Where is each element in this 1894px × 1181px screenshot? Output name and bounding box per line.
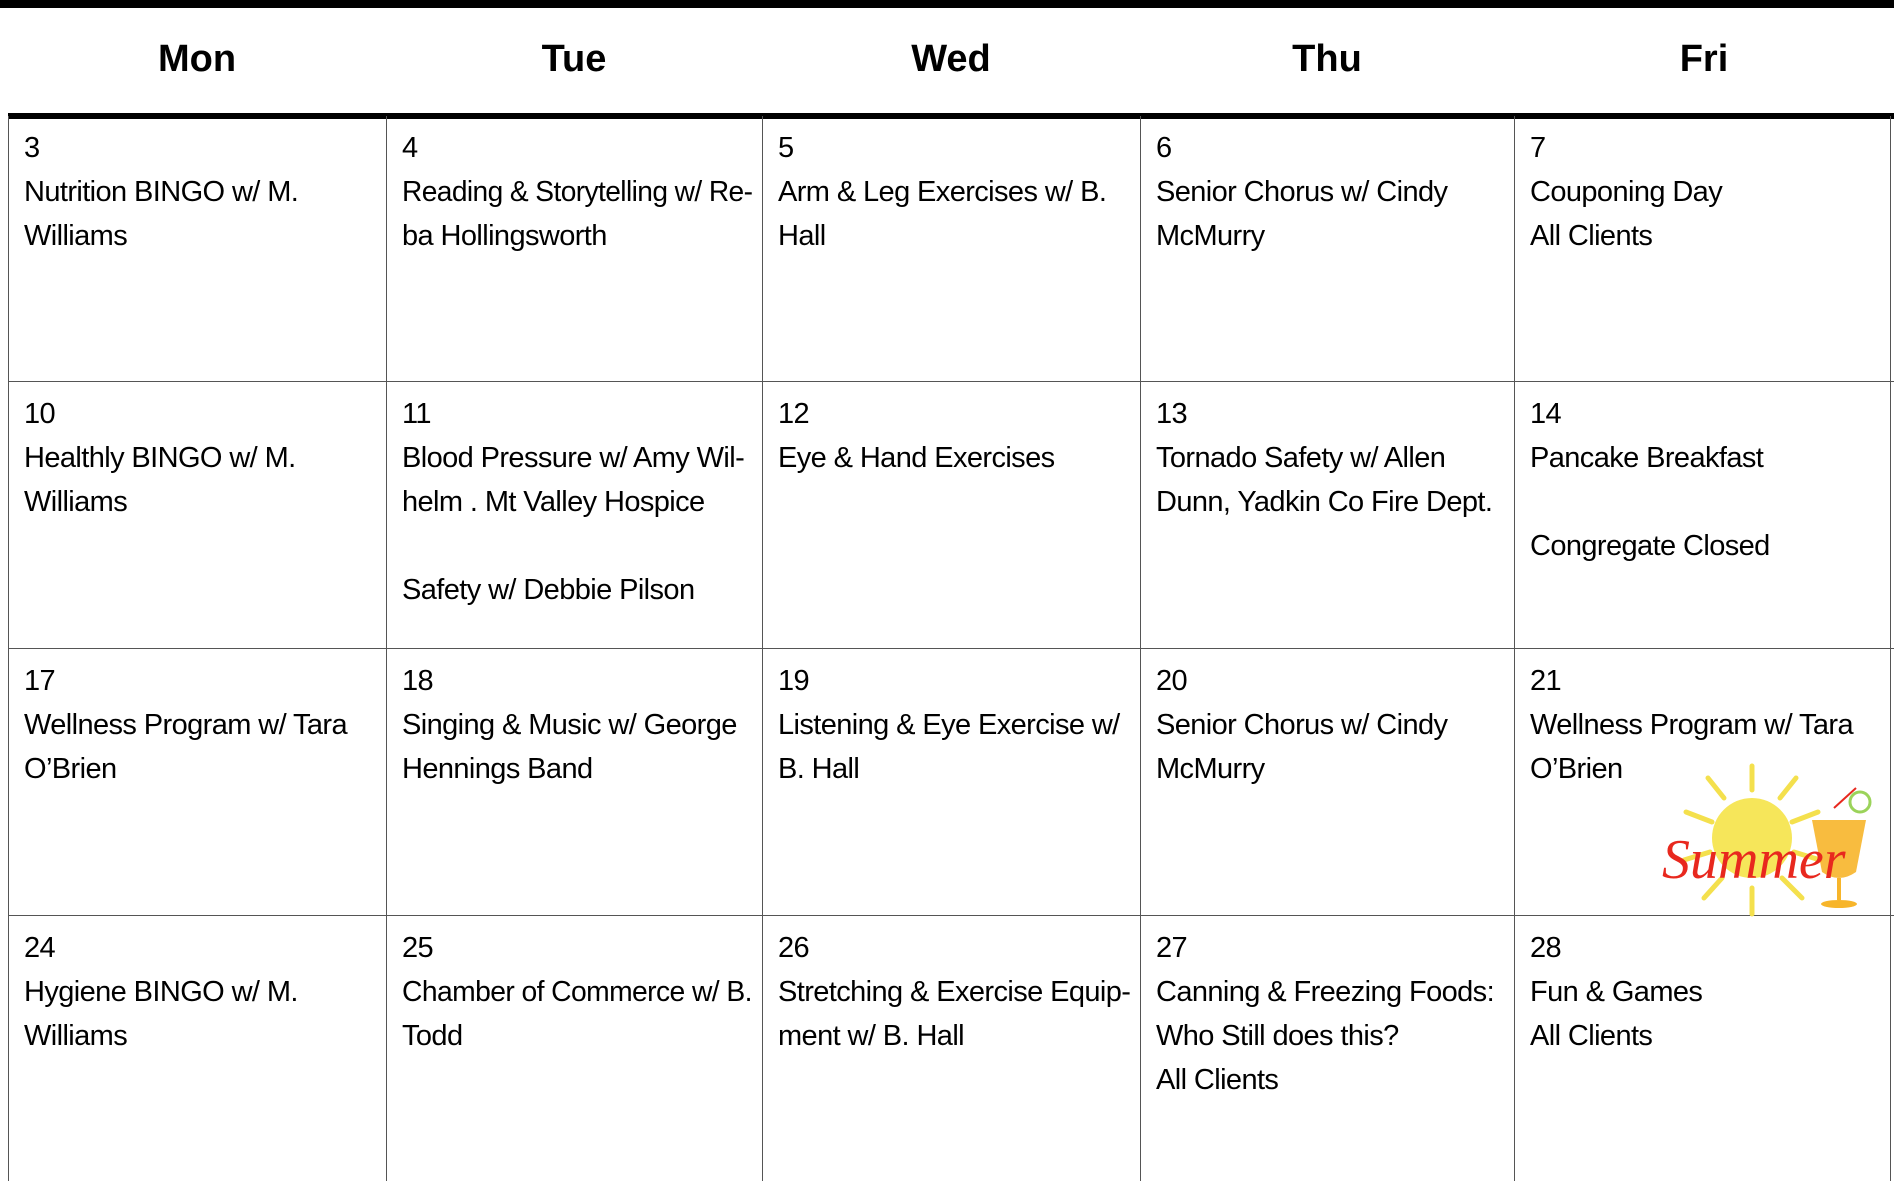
- day-cell: [762, 116, 1140, 381]
- event-text: Wellness Program w/ Tara: [24, 709, 347, 741]
- day-number: 27: [1156, 932, 1188, 964]
- event-text: Reading & Storytelling w/ Re-: [402, 176, 753, 208]
- event-text: Blood Pressure w/ Amy Wil-: [402, 442, 745, 474]
- day-cell: [1514, 382, 1890, 648]
- event-text: ba Hollingsworth: [402, 220, 607, 252]
- day-number: 3: [24, 132, 40, 164]
- event-text: Hall: [778, 220, 826, 252]
- header-fri: Fri: [1679, 37, 1729, 80]
- event-text: ment w/ B. Hall: [778, 1020, 964, 1052]
- day-cell: [1514, 116, 1890, 381]
- day-number: 24: [24, 932, 56, 964]
- event-text: Arm & Leg Exercises w/ B.: [778, 176, 1107, 208]
- event-text: Todd: [402, 1020, 463, 1052]
- event-text: helm . Mt Valley Hospice: [402, 486, 705, 518]
- day-number: 14: [1530, 398, 1562, 430]
- day-cell: [8, 382, 386, 648]
- event-text: Williams: [24, 1020, 128, 1052]
- event-text: O’Brien: [1530, 753, 1623, 785]
- event-text: Pancake Breakfast: [1530, 442, 1764, 474]
- event-text: B. Hall: [778, 753, 860, 785]
- day-number: 6: [1156, 132, 1172, 164]
- day-number: 13: [1156, 398, 1188, 430]
- day-number: 20: [1156, 665, 1188, 697]
- event-text: All Clients: [1156, 1064, 1279, 1096]
- day-cell: [762, 382, 1140, 648]
- day-cell: [386, 382, 762, 648]
- day-cell: [1514, 916, 1890, 1181]
- day-cell: [8, 916, 386, 1181]
- day-number: 5: [778, 132, 794, 164]
- event-text: Singing & Music w/ George: [402, 709, 737, 741]
- event-text: Hygiene BINGO w/ M.: [24, 976, 298, 1008]
- header-wed: Wed: [911, 37, 991, 80]
- day-cell: [1140, 916, 1514, 1181]
- event-text: Hennings Band: [402, 753, 593, 785]
- day-number: 17: [24, 665, 56, 697]
- day-number: 18: [402, 665, 434, 697]
- day-cell: [8, 649, 386, 915]
- day-cell: [386, 916, 762, 1181]
- event-text: Dunn, Yadkin Co Fire Dept.: [1156, 486, 1493, 518]
- event-text: Williams: [24, 486, 128, 518]
- event-text: Wellness Program w/ Tara: [1530, 709, 1853, 741]
- day-cell: [762, 916, 1140, 1181]
- event-text: Couponing Day: [1530, 176, 1723, 208]
- event-text: Fun & Games: [1530, 976, 1703, 1008]
- event-text: McMurry: [1156, 753, 1265, 785]
- day-number: 19: [778, 665, 810, 697]
- event-text: Congregate Closed: [1530, 530, 1770, 562]
- header-tue: Tue: [541, 37, 607, 80]
- day-cell: [1140, 382, 1514, 648]
- summer-word: Summer: [1662, 829, 1846, 891]
- day-cell: [386, 649, 762, 915]
- event-text: Nutrition BINGO w/ M.: [24, 176, 299, 208]
- day-cell: [762, 649, 1140, 915]
- day-number: 28: [1530, 932, 1562, 964]
- event-text: Senior Chorus w/ Cindy: [1156, 709, 1448, 741]
- day-number: 12: [778, 398, 810, 430]
- summer-sun-drink-icon: [1652, 760, 1888, 920]
- day-number: 11: [402, 398, 431, 430]
- header-mon: Mon: [157, 37, 237, 80]
- day-number: 25: [402, 932, 434, 964]
- event-text: Canning & Freezing Foods:: [1156, 976, 1495, 1008]
- day-cell: [8, 116, 386, 381]
- spacer: [1530, 480, 1876, 524]
- day-number: 26: [778, 932, 810, 964]
- event-text: Safety w/ Debbie Pilson: [402, 574, 695, 606]
- day-cell: [1140, 116, 1514, 381]
- day-number: 21: [1530, 665, 1562, 697]
- event-text: Listening & Eye Exercise w/: [778, 709, 1120, 741]
- header-thu: Thu: [1292, 37, 1362, 80]
- event-text: Who Still does this?: [1156, 1020, 1399, 1052]
- event-text: Senior Chorus w/ Cindy: [1156, 176, 1448, 208]
- event-text: All Clients: [1530, 1020, 1653, 1052]
- day-cell: [386, 116, 762, 381]
- spacer: [402, 524, 748, 568]
- event-text: Williams: [24, 220, 128, 252]
- event-text: Tornado Safety w/ Allen: [1156, 442, 1446, 474]
- event-text: Stretching & Exercise Equip-: [778, 976, 1131, 1008]
- day-cell: [1140, 649, 1514, 915]
- day-number: 4: [402, 132, 418, 164]
- day-number: 10: [24, 398, 56, 430]
- event-text: O’Brien: [24, 753, 117, 785]
- day-number: 7: [1530, 132, 1546, 164]
- event-text: All Clients: [1530, 220, 1653, 252]
- event-text: McMurry: [1156, 220, 1265, 252]
- event-text: Chamber of Commerce w/ B.: [402, 976, 752, 1008]
- event-text: Healthly BINGO w/ M.: [24, 442, 296, 474]
- event-text: Eye & Hand Exercises: [778, 442, 1055, 474]
